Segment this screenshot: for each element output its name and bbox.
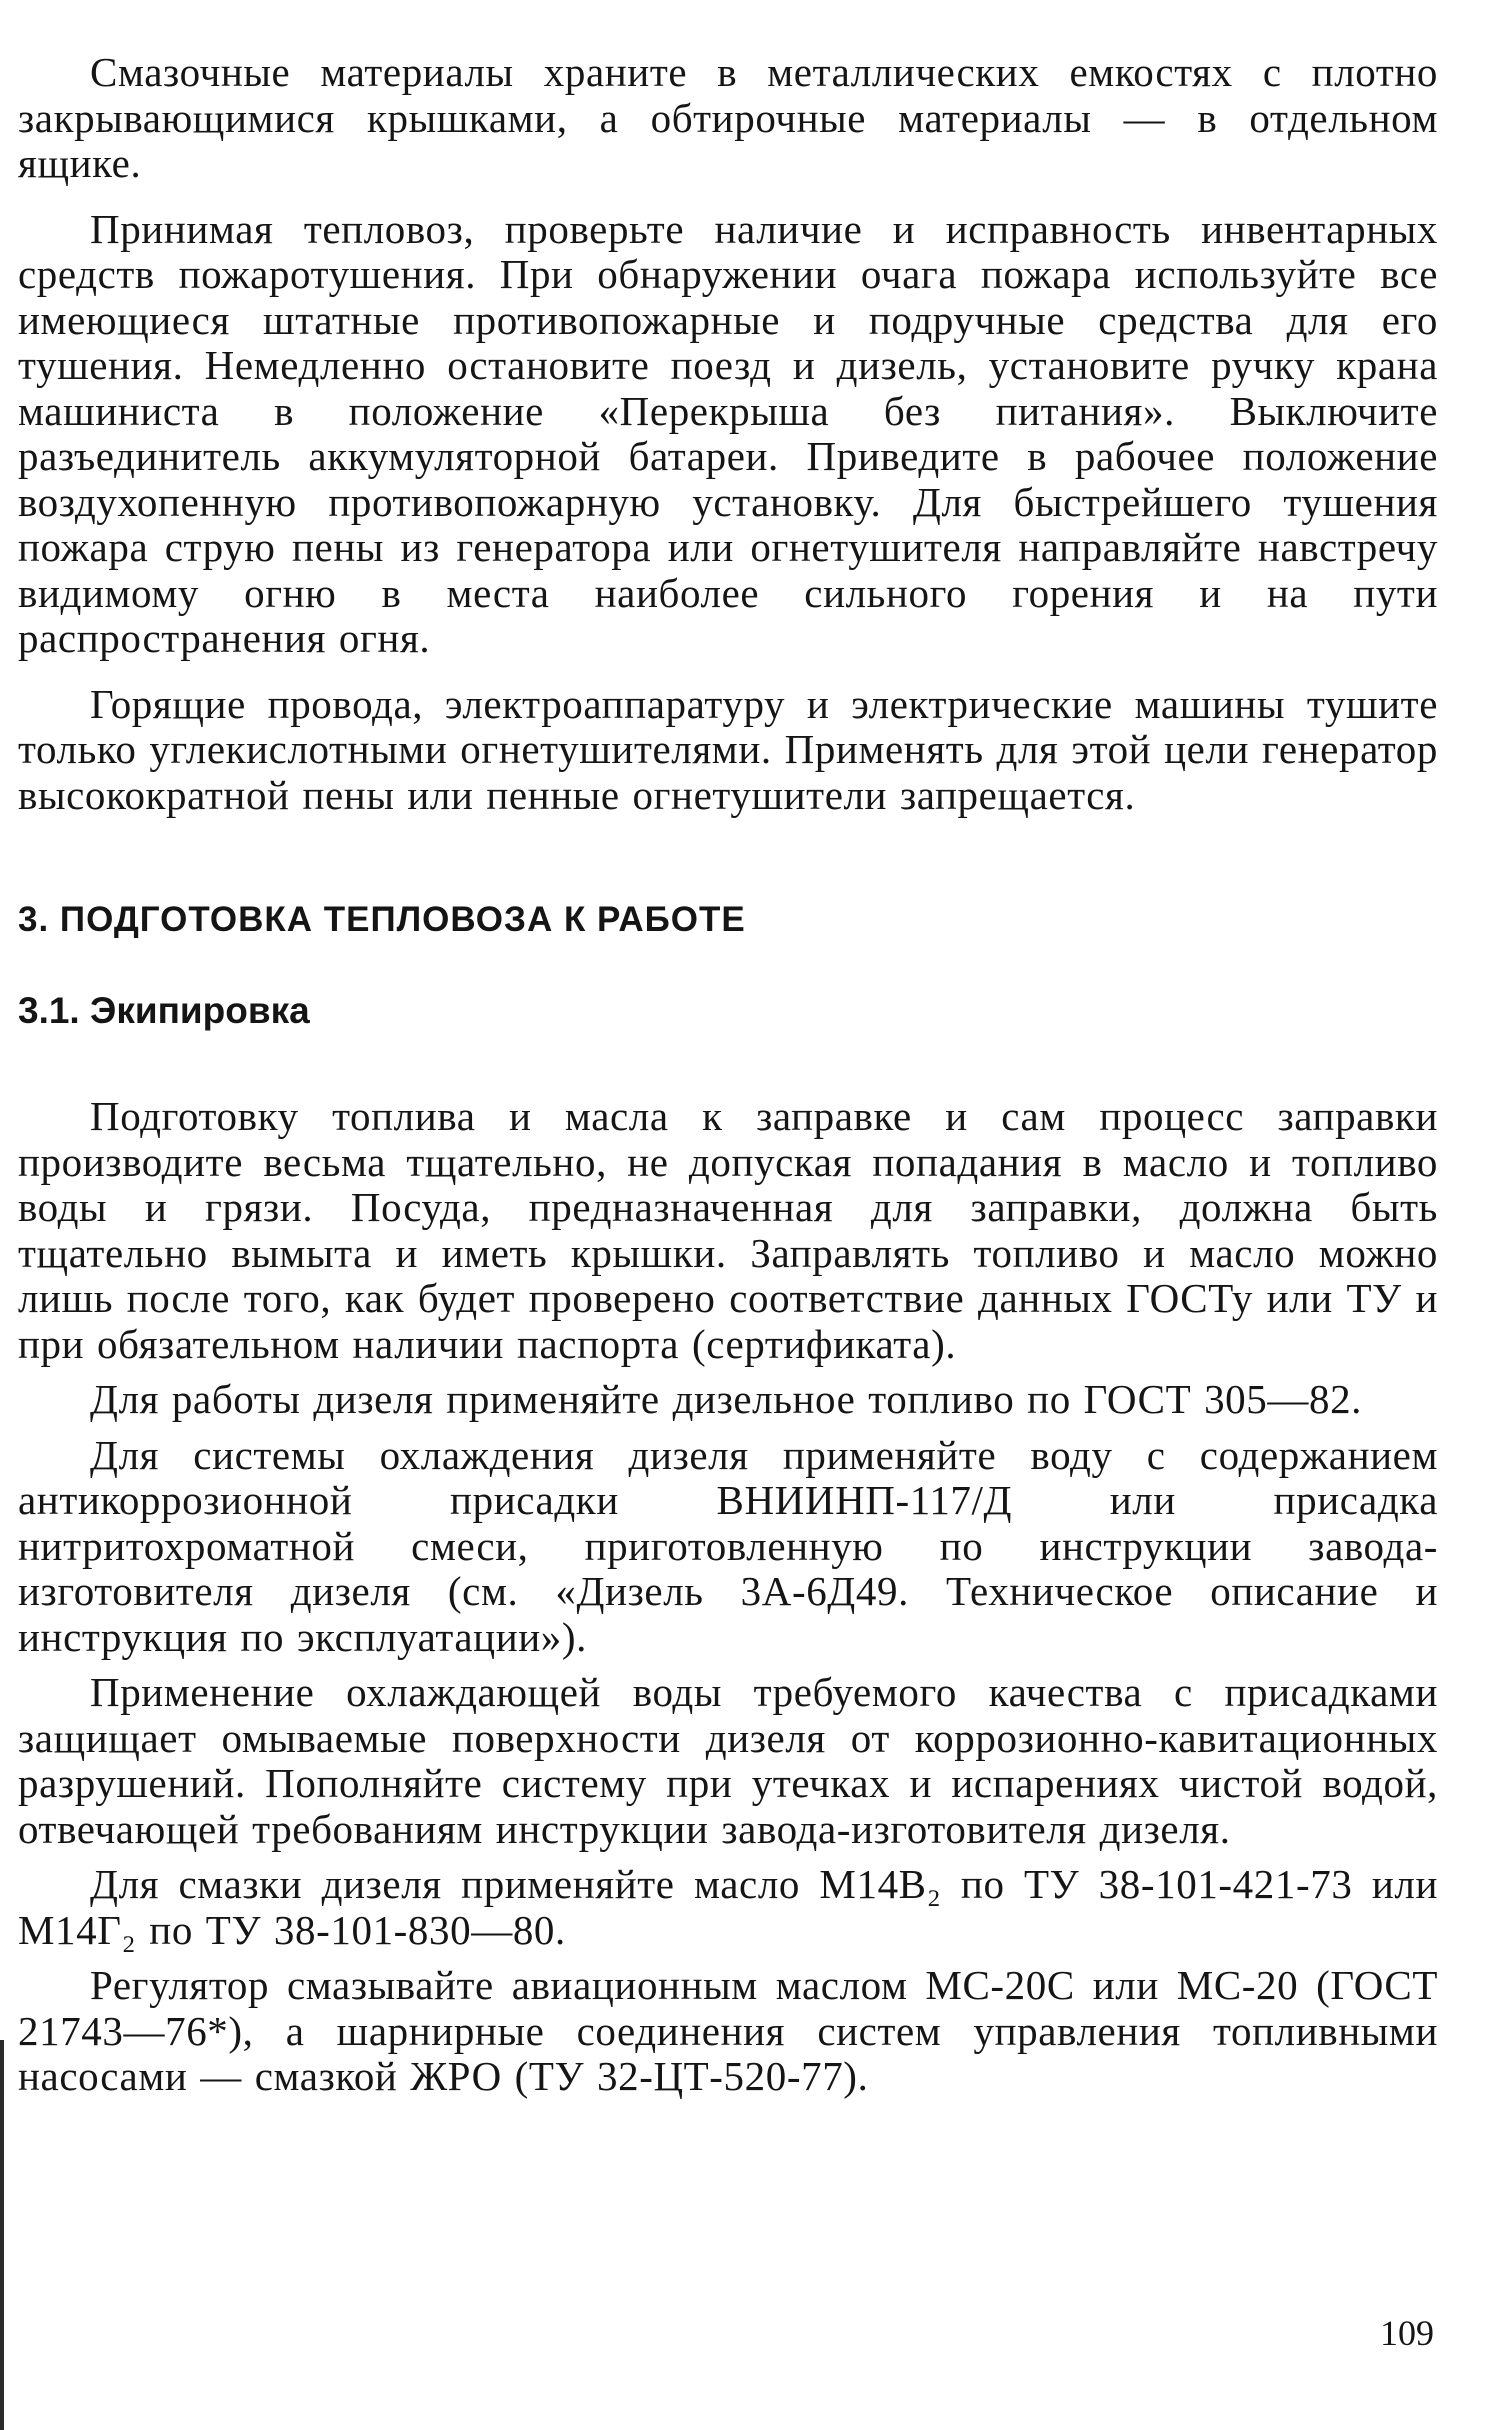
page-edge-shadow bbox=[0, 2040, 4, 2430]
section-heading: 3. ПОДГОТОВКА ТЕПЛОВОЗА К РАБОТЕ bbox=[18, 900, 746, 939]
page-number: 109 bbox=[1380, 2313, 1434, 2353]
paragraph-engine-oil: Для смазки дизеля применяйте масло М14В₂ по ТУ 38-101-421-73 или М14Г₂ по ТУ 38-101-830—80. bbox=[18, 1861, 1438, 1953]
paragraph-additives: Применение охлаждающей воды требуемого качества с присадками защищает омываемые поверхности дизеля от коррозионно-кавитационных разрушений. Пополняйте систему при утечках и испарениях чистой водой, отвечающей требованиям инструкции завода-изготовителя дизеля. bbox=[18, 1669, 1438, 1852]
paragraph-regulator-lubrication: Регулятор смазывайте авиационным маслом МС-20С или МС-20 (ГОСТ 21743—76*), а шарнирные соединения систем управления топливными насосами — смазкой ЖРО (ТУ 32-ЦТ-520-77). bbox=[18, 1962, 1438, 2099]
paragraph-diesel-fuel: Для работы дизеля применяйте дизельное топливо по ГОСТ 305—82. bbox=[90, 1376, 1363, 1422]
subsection-heading: 3.1. Экипировка bbox=[18, 990, 310, 1031]
paragraph-cooling-water: Для системы охлаждения дизеля применяйте воду с содержанием антикоррозионной присадки ВНИИНП-117/Д или присадка нитритохроматной смеси, приготовленную по инструкции завода-изготовителя дизеля (см. «Дизель 3А-6Д49. Техническое описание и инструкция по эксплуатации»). bbox=[18, 1431, 1438, 1660]
paragraph-storage: Смазочные материалы храните в металлических емкостях с плотно закрывающимися крышками, а обтирочные материалы — в отдельном ящике. bbox=[18, 49, 1438, 186]
page-body bbox=[18, 50, 1438, 2110]
paragraph-electrical-fire: Горящие провода, электроаппаратуру и электрические машины тушите только углекислотными огнетушителями. Применять для этой цели генератор высокократной пены или пенные огнетушители запрещается. bbox=[18, 680, 1438, 818]
paragraph-fire-safety: Принимая тепловоз, проверьте наличие и исправность инвентарных средств пожаротушения. При обнаружении очага пожара используйте все имеющиеся штатные противопожарные и подручные средства для его тушения. Немедленно остановите поезд и дизель, установите ручку крана машиниста в положение «Перекрыша без питания». Выключите разъединитель аккумуляторной батареи. Приведите в рабочее положение воздухопенную противопожарную установку. Для быстрейшего тушения пожара струю пены из генератора или огнетушителя направляйте навстречу видимому огню в места наиболее сильного горения и на пути распространения огня. bbox=[18, 205, 1438, 661]
paragraph-refueling: Подготовку топлива и масла к заправке и сам процесс заправки производите весьма тщательно, не допуская попадания в масло и топливо воды и грязи. Посуда, предназначенная для заправки, должна быть тщательно вымыта и иметь крышки. Заправлять топливо и масло можно лишь после того, как будет проверено соответствие данных ГОСТу или ТУ и при обязательном наличии паспорта (сертификата). bbox=[18, 1093, 1438, 1367]
